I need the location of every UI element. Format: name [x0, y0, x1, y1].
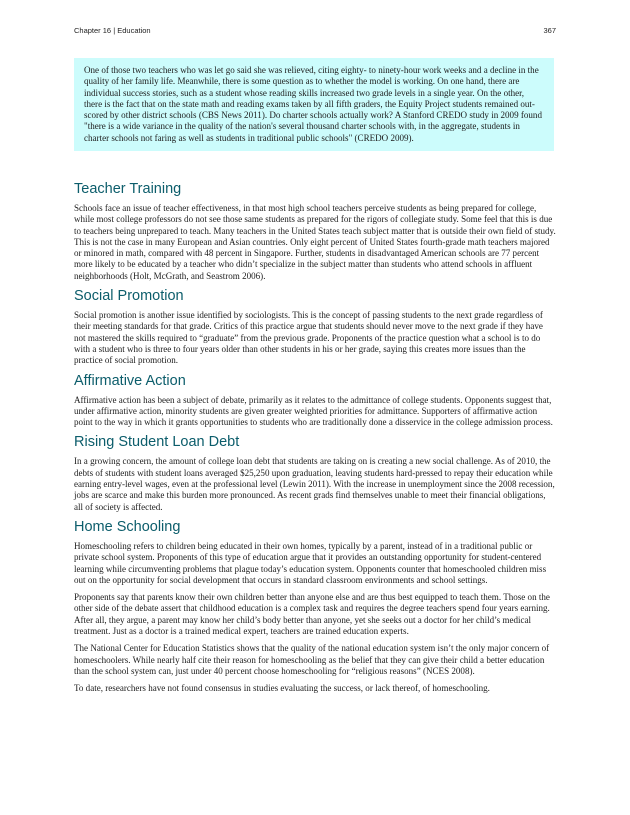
section-social-promotion [74, 288, 556, 366]
paragraph: To date, researchers have not found consensus in studies evaluating the success, or lack thereof, of homeschooling. [74, 683, 490, 694]
section-teacher-training [74, 181, 556, 282]
feature-callout-box [74, 58, 554, 151]
running-header [74, 26, 556, 35]
paragraph: Proponents say that parents know their own children better than anyone else and are thus best equipped to teach them. Those on the other side of the debate assert that childhood education is a complex task and requires the degree teachers spend four years earning. After all, they argue, a parent may know her child’s body better than anyone, yet she seeks out a doctor for her child’s medical treatment. Just as a doctor is a trained medical expert, teachers are trained education experts. [74, 592, 550, 637]
section-heading: Teacher Training [74, 181, 182, 197]
section-heading: Home Schooling [74, 518, 181, 535]
section-affirmative-action [74, 373, 556, 429]
section-heading: Social Promotion [74, 288, 184, 305]
paragraph: Schools face an issue of teacher effectiveness, in that most high school teachers perceive students as being prepared for college, while most college professors do not see those same students as prepared for the rigors of collegiate study. Some feel that this is due to teachers being unprepared to teach. Many teachers in the United States teach subject matter that is outside their own field of study. This is not the case in many European and Asian countries. Only eight percent of United States fourth-grade math teachers majored or minored in math, compared with 48 percent in Singapore. Further, students in disadvantaged American schools are 77 percent more likely to be educated by a teacher who didn’t specialize in the subject matter than students who attend schools in affluent neighborhoods (Holt, McGrath, and Seastrom 2006). [74, 203, 556, 281]
paragraph: Social promotion is another issue identified by sociologists. This is the concept of passing students to the next grade regardless of their meeting standards for that grade. Critics of this practice argue that students should never move to the next grade if they have not mastered the skills required to “graduate” from the previous grade. Proponents of the practice question what a school is to do with a student who is three to four years older than other students in his or her grade, saying this creates more issues than the practice of social promotion. [74, 310, 543, 366]
section-student-loan-debt [74, 434, 556, 512]
paragraph: The National Center for Education Statistics shows that the quality of the national education system isn’t the only major concern of homeschoolers. While nearly half cite their reason for homeschooling as the belief that they can give their child a better education than the school system can, just under 40 percent choose homeschooling for “religious reasons” (NCES 2008). [74, 643, 550, 676]
section-home-schooling [74, 519, 556, 695]
callout-paragraph: One of those two teachers who was let go said she was relieved, citing eighty- to ninety-hour work weeks and a decline in the quality of her family life. Meanwhile, there is some question as to whether the model is working. On one hand, there are individual success stories, such as a student whose reading skills increased two grade levels in a single year. On the other, there is the fact that on the state math and reading exams taken by all fifth graders, the Equity Project students remained out-scored by other district schools (CBS News 2011). Do charter schools actually work? A Stanford CREDO study in 2009 found "there is a wide variance in the quality of the nation's several thousand charter schools with, in the aggregate, students in charter schools not faring as well as students in traditional public schools" (CREDO 2009). [84, 65, 542, 143]
main-content [74, 181, 556, 701]
paragraph: Affirmative action has been a subject of debate, primarily as it relates to the admittance of college students. Opponents suggest that, under affirmative action, minority students are given greater weighted priorities for admittance. Supporters of affirmative action point to the way in which it grants opportunities to students who are traditionally done a disservice in the college admission process. [74, 394, 553, 428]
chapter-title: Chapter 16 | Education [74, 26, 151, 35]
section-heading: Affirmative Action [74, 372, 186, 389]
paragraph: In a growing concern, the amount of college loan debt that students are taking on is creating a new social challenge. As of 2010, the debts of students with student loans averaged $25,250 upon graduation, leaving students hard-pressed to repay their education while earning entry-level wages, even at the professional level (Lewin 2011). With the increase in unemployment since the 2008 recession, jobs are scarce and make this burden more pronounced. As recent grads find themselves unable to meet their financial obligations, all of society is affected. [74, 456, 555, 512]
page-number: 367 [543, 26, 556, 35]
section-heading: Rising Student Loan Debt [74, 434, 240, 451]
paragraph: Homeschooling refers to children being educated in their own homes, typically by a parent, instead of in a traditional public or private school system. Proponents of this type of education argue that it provides an outstanding opportunity for student-centered learning while circumventing problems that plague today’s education system. Opponents counter that homeschooled children miss out on the opportunity for social development that occurs in standard classroom environments and school settings. [74, 540, 547, 585]
